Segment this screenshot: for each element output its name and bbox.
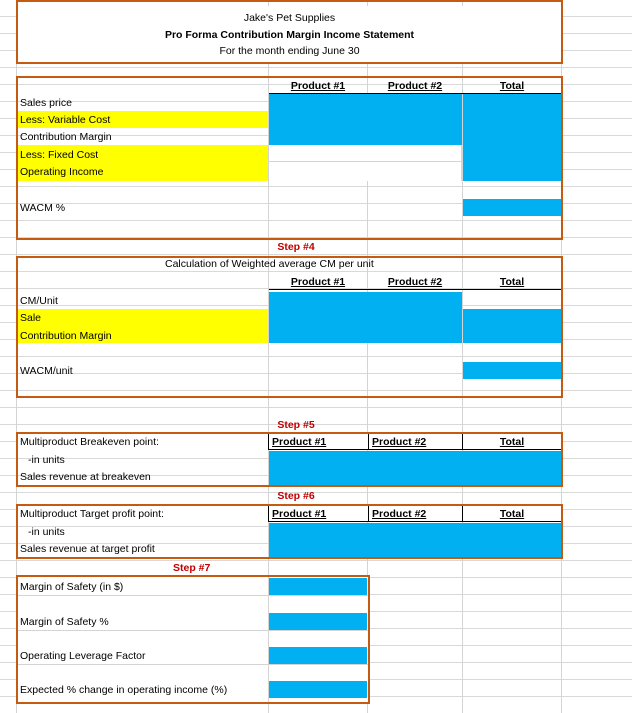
- breakeven-revenue-cell[interactable]: [269, 468, 562, 485]
- sale-products-cell[interactable]: [269, 309, 462, 326]
- expected-change-cell[interactable]: [269, 681, 367, 698]
- step7-label: Step #7: [173, 562, 211, 574]
- step6-col-product2: Product #2: [372, 508, 427, 520]
- step7-gridline-2: [17, 630, 368, 631]
- step7-gridline-1: [17, 595, 368, 596]
- row-label-operating-leverage: Operating Leverage Factor: [20, 650, 146, 662]
- row-label-cm-unit: CM/Unit: [20, 295, 58, 307]
- step5-divider-2: [368, 433, 369, 450]
- fixed-cost-products-cell[interactable]: [269, 145, 462, 162]
- row-label-breakeven-units: -in units: [28, 454, 65, 466]
- step4-contribution-margin-products-cell[interactable]: [269, 326, 462, 343]
- row-label-sale: Sale: [20, 312, 42, 324]
- step4-col-product2: Product #2: [387, 276, 443, 288]
- row-label-variable-cost: Less: Variable Cost: [20, 114, 111, 126]
- variable-cost-products-cell[interactable]: [269, 111, 462, 128]
- step5-col-product2: Product #2: [372, 436, 427, 448]
- company-name: Jake's Pet Supplies: [243, 12, 336, 24]
- step6-col-product1: Product #1: [272, 508, 327, 520]
- step5-divider-3: [462, 433, 463, 450]
- variable-cost-total-cell[interactable]: [463, 111, 561, 128]
- step4-col-product1: Product #1: [290, 276, 346, 288]
- row-label-breakeven-revenue: Sales revenue at breakeven: [20, 471, 151, 483]
- wacm-percent-total-cell[interactable]: [463, 199, 561, 216]
- row-label-wacm-unit: WACM/unit: [20, 365, 73, 377]
- step7-gridline-3: [17, 664, 368, 665]
- step5-header-underline: [269, 449, 562, 450]
- step4-contribution-margin-total-cell[interactable]: [463, 326, 561, 343]
- operating-income-products-cell[interactable]: [269, 162, 462, 181]
- row-label-wacm-percent: WACM %: [20, 202, 66, 214]
- col-header-product2: Product #2: [387, 80, 443, 92]
- step4-title: Calculation of Weighted average CM per unit: [165, 258, 374, 270]
- cm-unit-products-cell[interactable]: [269, 292, 462, 309]
- step5-label: Step #5: [277, 419, 315, 431]
- fixed-cost-total-cell[interactable]: [463, 145, 561, 162]
- step6-divider-1: [268, 505, 269, 522]
- step6-label: Step #6: [277, 490, 315, 502]
- sale-total-cell[interactable]: [463, 309, 561, 326]
- step5-col-total: Total: [499, 436, 525, 448]
- step4-header-underline: [269, 289, 562, 290]
- row-label-expected-change: Expected % change in operating income (%): [20, 684, 228, 696]
- sale-label-cell: [17, 309, 268, 326]
- row-label-target-revenue: Sales revenue at target profit: [20, 543, 155, 555]
- operating-leverage-cell[interactable]: [269, 647, 367, 664]
- step4-label: Step #4: [277, 241, 315, 253]
- contribution-margin-products-cell[interactable]: [269, 128, 462, 145]
- sales-price-products-cell[interactable]: [269, 94, 462, 111]
- operating-income-total-cell[interactable]: [463, 162, 561, 181]
- step7-gridline-v: [268, 576, 269, 702]
- contribution-margin-total-cell[interactable]: [463, 128, 561, 145]
- statement-title: Pro Forma Contribution Margin Income Statement: [164, 29, 415, 41]
- row-label-margin-of-safety-percent: Margin of Safety %: [20, 616, 109, 628]
- row-label-target-profit-point: Multiproduct Target profit point:: [20, 508, 164, 520]
- step5-divider-1: [268, 433, 269, 450]
- row-label-sales-price: Sales price: [20, 97, 72, 109]
- row-label-contribution-margin: Contribution Margin: [20, 131, 112, 143]
- row-label-breakeven-point: Multiproduct Breakeven point:: [20, 436, 159, 448]
- col-header-total: Total: [499, 80, 525, 92]
- step6-divider-3: [462, 505, 463, 522]
- step5-col-product1: Product #1: [272, 436, 327, 448]
- target-revenue-cell[interactable]: [269, 540, 562, 557]
- step4-col-total: Total: [499, 276, 525, 288]
- row-label-fixed-cost: Less: Fixed Cost: [20, 149, 99, 161]
- row-label-operating-income: Operating Income: [20, 166, 104, 178]
- step6-header-underline: [269, 521, 562, 522]
- row-label-target-units: -in units: [28, 526, 65, 538]
- row-label-margin-of-safety-dollars: Margin of Safety (in $): [20, 581, 124, 593]
- statement-period: For the month ending June 30: [219, 45, 360, 57]
- step6-col-total: Total: [499, 508, 525, 520]
- target-units-cell[interactable]: [269, 523, 562, 540]
- wacm-unit-total-cell[interactable]: [463, 362, 561, 379]
- sales-price-total-cell[interactable]: [463, 94, 561, 111]
- step6-divider-2: [368, 505, 369, 522]
- row-label-step4-contribution-margin: Contribution Margin: [20, 330, 112, 342]
- col-header-product1: Product #1: [290, 80, 346, 92]
- margin-of-safety-dollars-cell[interactable]: [269, 578, 367, 595]
- breakeven-units-cell[interactable]: [269, 451, 562, 468]
- margin-of-safety-percent-cell[interactable]: [269, 613, 367, 630]
